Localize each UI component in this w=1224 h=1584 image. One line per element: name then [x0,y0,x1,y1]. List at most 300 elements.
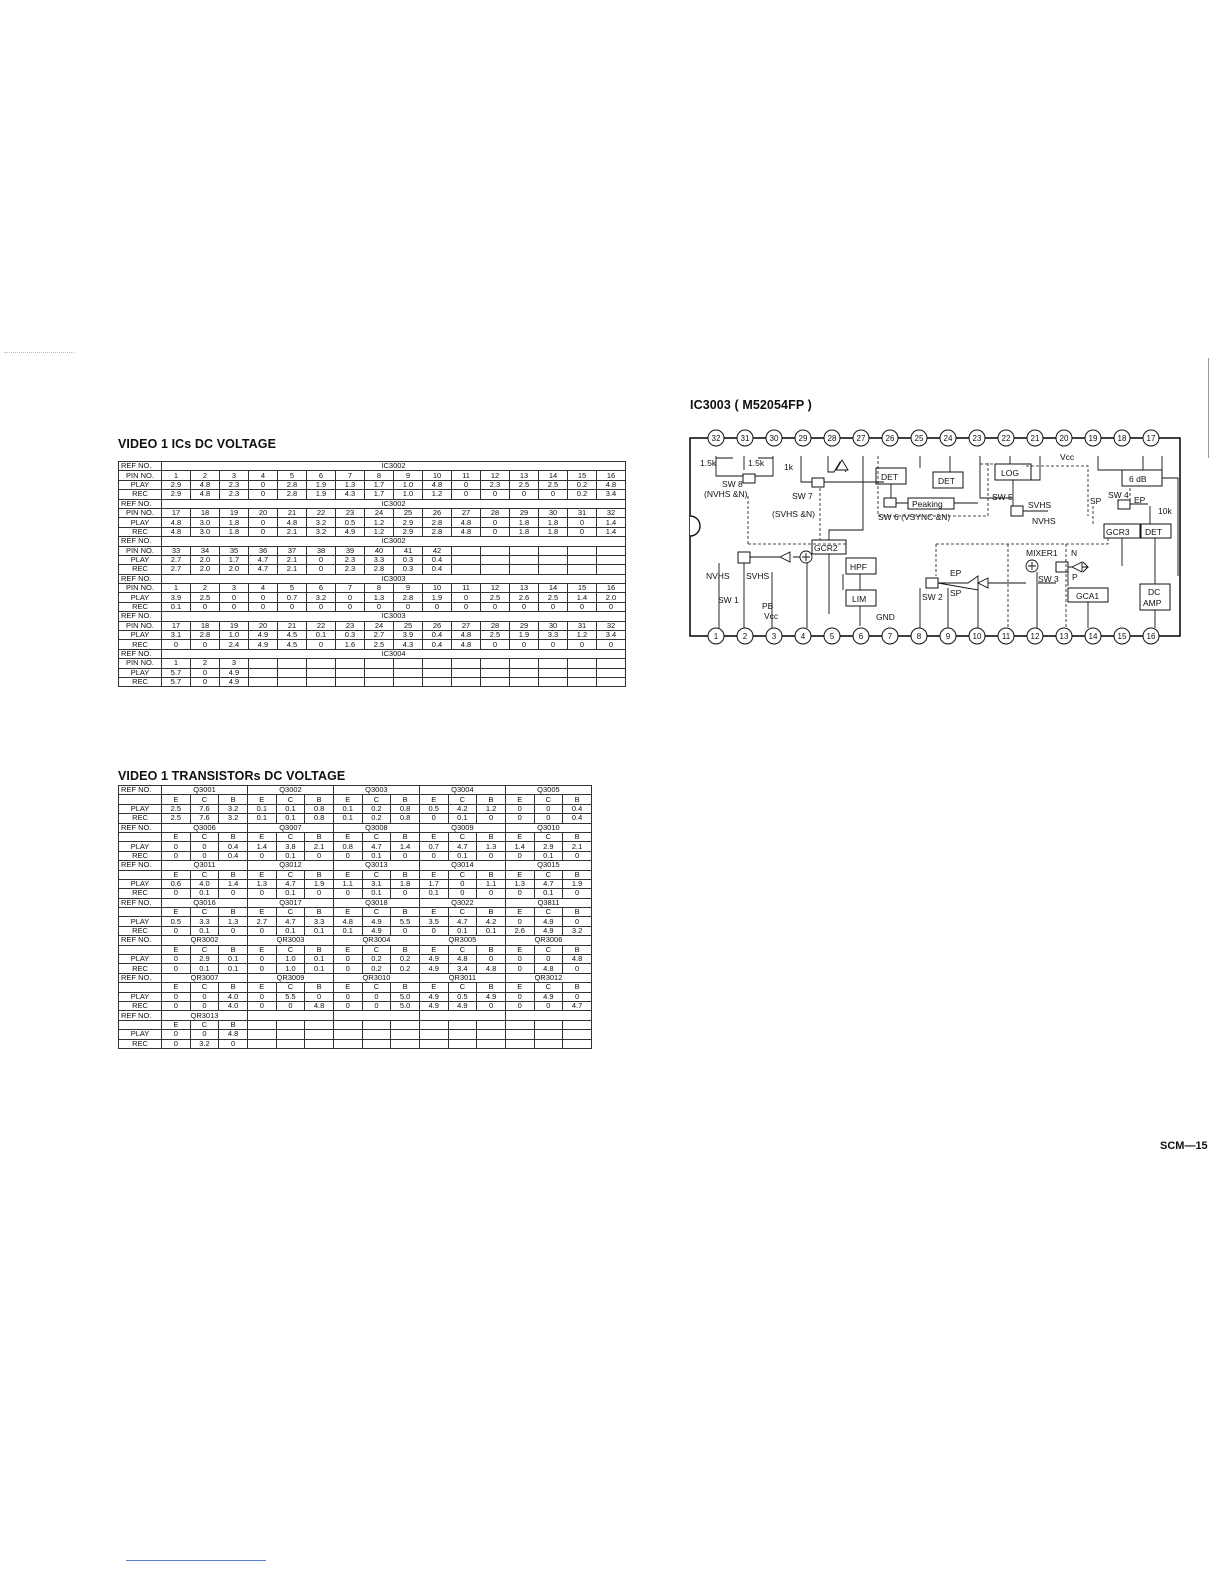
table-cell: 2.5 [162,814,191,823]
table-cell: 0.4 [423,640,452,649]
pin-number: 26 [885,434,895,443]
table-cell: 4.9 [419,992,448,1001]
table-cell: 4.0 [219,992,248,1001]
table-cell: 0 [162,992,191,1001]
transistor-ref: QR3011 [419,973,505,982]
table-cell: 3.9 [394,631,423,640]
terminal-cell: E [333,983,362,992]
terminal-cell [305,1020,334,1029]
terminal-cell: C [448,908,477,917]
pin-number: 1 [713,632,719,641]
table-cell: 26 [423,621,452,630]
terminal-cell: C [190,795,219,804]
table-cell: 1.4 [219,879,248,888]
row-label [119,795,162,804]
transistor-ref: Q3018 [333,898,419,907]
terminal-cell: C [362,870,391,879]
table-cell: 2.9 [534,842,563,851]
table-cell: 0 [162,889,191,898]
table-cell: 0 [481,490,510,499]
table-cell: 0 [539,490,568,499]
table-cell: 21 [278,621,307,630]
table-cell [333,1030,362,1039]
row-label: PLAY [119,593,162,602]
table-cell [510,659,539,668]
table-cell: 3.2 [190,1039,219,1048]
table-cell: 1.3 [219,917,248,926]
table-cell: 7 [336,471,365,480]
table-cell: 0 [362,992,391,1001]
row-label: PIN NO. [119,471,162,480]
table-cell: 0 [448,879,477,888]
table-cell: 4.2 [477,917,506,926]
terminal-cell: C [534,983,563,992]
terminal-cell: B [563,983,592,992]
terminal-cell: C [362,983,391,992]
table-cell: 5.0 [391,1001,420,1010]
terminal-cell: B [391,983,420,992]
table-cell: 4 [249,471,278,480]
table-cell: 0 [247,926,276,935]
table-row [119,546,626,555]
ref-row [119,462,626,471]
svg-text:PB: PB [762,601,774,611]
table-cell: 0 [249,480,278,489]
table-cell: 0.2 [362,955,391,964]
table-cell: 0.2 [391,955,420,964]
table-cell: 15 [568,471,597,480]
table-cell: 3.8 [276,842,305,851]
terminal-cell: E [505,795,534,804]
transistor-ref [505,1011,591,1020]
table-cell: 4.9 [448,1001,477,1010]
transistor-ref: Q3015 [505,861,591,870]
terminal-cell: B [391,945,420,954]
table-cell: 1.0 [276,964,305,973]
table-cell: 28 [481,621,510,630]
table-cell [419,1030,448,1039]
table-row [119,992,592,1001]
table-cell [597,659,626,668]
terminal-cell: B [477,795,506,804]
table-cell: 4 [249,584,278,593]
table-row [119,955,592,964]
table-cell: 0 [162,926,191,935]
row-label: PLAY [119,668,162,677]
table-cell: 0 [247,1001,276,1010]
table-cell: 27 [452,621,481,630]
pin-number: 20 [1059,434,1069,443]
table-cell [365,677,394,686]
terminal-cell: C [534,832,563,841]
table-cell [365,668,394,677]
table-cell: 4.9 [220,668,249,677]
table-cell: 0 [505,917,534,926]
ref-row [119,898,592,907]
table-cell: 0.5 [448,992,477,1001]
ic-ref: IC3003 [162,574,626,583]
table-row [119,1039,592,1048]
table-cell: 0.8 [305,814,334,823]
table-cell: 2.5 [162,804,191,813]
table-cell: 26 [423,508,452,517]
table-cell: 2 [191,659,220,668]
table-cell: 2.0 [220,565,249,574]
table-cell: 0.1 [305,926,334,935]
table-cell: 0.1 [247,814,276,823]
table-cell: 2.7 [247,917,276,926]
table-cell: 0.1 [534,889,563,898]
table-cell: 0.4 [423,565,452,574]
table-cell: 33 [162,546,191,555]
table-cell: 0 [419,814,448,823]
table-cell: 4.8 [423,480,452,489]
sw5-switch [1011,506,1023,516]
table-cell: 4.0 [219,1001,248,1010]
table-cell [563,1039,592,1048]
pin-number: 12 [1030,632,1040,641]
table-cell: 2.5 [191,593,220,602]
table-cell [394,677,423,686]
table-cell: 3.0 [191,527,220,536]
table-cell: 4.8 [162,527,191,536]
table-cell: 21 [278,508,307,517]
table-cell: 4.9 [419,964,448,973]
table-cell: 2.1 [278,565,307,574]
table-cell: 0.5 [419,804,448,813]
table-cell: 0.2 [391,964,420,973]
table-cell: 0.5 [162,917,191,926]
terminal-cell: E [333,795,362,804]
table-cell [394,668,423,677]
table-cell [365,659,394,668]
ref-label: REF NO. [119,499,162,508]
row-label: REC [119,889,162,898]
terminal-cell [534,1020,563,1029]
table-cell: 2.1 [278,555,307,564]
table-cell: 18 [191,508,220,517]
table-row [119,917,592,926]
table-row [119,508,626,517]
table-cell: 0 [539,602,568,611]
terminal-cell: E [419,832,448,841]
table-cell: 0 [333,964,362,973]
table-cell [510,546,539,555]
table-cell [333,1039,362,1048]
transistor-ref: QR3003 [247,936,333,945]
table-cell: 0 [505,992,534,1001]
svg-text:SW 7: SW 7 [792,491,813,501]
table-cell: 2.3 [220,490,249,499]
chip-notch [690,516,700,536]
terminal-cell: B [477,870,506,879]
table-cell: 0 [563,964,592,973]
terminal-cell: E [162,1020,191,1029]
table-cell [510,555,539,564]
table-cell: 2.5 [539,593,568,602]
terminal-cell: C [190,945,219,954]
table-cell: 2.5 [481,631,510,640]
table-row [119,527,626,536]
svg-text:NVHS: NVHS [706,571,730,581]
transistor-ref: Q3022 [419,898,505,907]
terminal-cell: E [247,795,276,804]
table-row [119,480,626,489]
terminal-cell: C [534,795,563,804]
ic-voltage-table [118,461,626,687]
table-cell: 7 [336,584,365,593]
transistor-ref: QR3013 [162,1011,248,1020]
table-row [119,964,592,973]
transistor-ref: Q3011 [162,861,248,870]
table-row [119,640,626,649]
terminal-cell: B [391,908,420,917]
table-cell [510,565,539,574]
pin-number: 15 [1117,632,1127,641]
row-label: PLAY [119,955,162,964]
table-cell [539,546,568,555]
table-cell: 1.0 [394,490,423,499]
table-cell: 1 [162,471,191,480]
table-cell: 1.3 [505,879,534,888]
table-cell [597,565,626,574]
table-cell: 2.9 [162,480,191,489]
terminal-cell: C [276,832,305,841]
table-cell [249,677,278,686]
table-cell: 7.6 [190,804,219,813]
transistor-ref: Q3003 [333,786,419,795]
table-cell [452,546,481,555]
table-cell: 0 [505,1001,534,1010]
table-cell [452,555,481,564]
svg-text:(SVHS &N): (SVHS &N) [772,509,815,519]
table-cell: 0 [219,889,248,898]
table-cell [391,1030,420,1039]
transistor-ref: QR3012 [505,973,591,982]
table-cell: 0 [365,602,394,611]
table-cell [539,555,568,564]
table-cell: 3.1 [162,631,191,640]
table-cell: 1.0 [220,631,249,640]
table-cell: 19 [220,508,249,517]
table-cell: 0 [190,992,219,1001]
terminal-cell: B [391,870,420,879]
terminal-cell: B [563,908,592,917]
table-cell [391,1039,420,1048]
table-cell: 25 [394,508,423,517]
table-cell: 19 [220,621,249,630]
table-cell: 4.7 [362,842,391,851]
table-cell: 0 [448,889,477,898]
row-label: PLAY [119,917,162,926]
table-cell: 1.3 [247,879,276,888]
terminal-cell: E [505,908,534,917]
transistor-ref: Q3016 [162,898,248,907]
table-cell: 0.1 [219,955,248,964]
terminal-cell: E [333,945,362,954]
table-cell: 16 [597,471,626,480]
table-cell: 0 [362,1001,391,1010]
ref-label: REF NO. [119,936,162,945]
ecb-row [119,795,592,804]
terminal-cell: B [563,945,592,954]
table-cell [278,668,307,677]
pin-number: 27 [856,434,866,443]
svg-text:GCA1: GCA1 [1076,591,1100,601]
table-cell: 2.8 [365,565,394,574]
table-cell: 10 [423,471,452,480]
transistor-ref: QR3002 [162,936,248,945]
table-cell: 4.9 [249,640,278,649]
table-cell: 0.1 [307,631,336,640]
table-cell: 2.1 [305,842,334,851]
table-cell: 1.9 [423,593,452,602]
pin-number: 4 [800,632,806,641]
table-cell: 4.8 [219,1030,248,1039]
table-cell: 38 [307,546,336,555]
table-cell [510,668,539,677]
table-row [119,659,626,668]
table-cell: 2.9 [394,518,423,527]
table-row [119,677,626,686]
terminal-cell: C [362,795,391,804]
pin-number: 3 [771,632,777,641]
table-cell: 28 [481,508,510,517]
table-cell: 0 [510,490,539,499]
table-cell: 1.2 [477,804,506,813]
table-cell [336,668,365,677]
svg-text:SVHS: SVHS [746,571,770,581]
table-cell: 1.2 [423,490,452,499]
terminal-cell: B [219,908,248,917]
table-cell: 4.9 [362,917,391,926]
terminal-cell [391,1020,420,1029]
table-cell: 2.1 [563,842,592,851]
ref-row [119,537,626,546]
table-row [119,879,592,888]
table-cell: 31 [568,621,597,630]
table-cell: 22 [307,508,336,517]
svg-text:AMP: AMP [1143,598,1162,608]
svg-text:LOG: LOG [1001,468,1019,478]
table-cell [597,677,626,686]
table-cell: 4.8 [452,527,481,536]
transistor-ref: Q3014 [419,861,505,870]
ref-row [119,823,592,832]
table-cell: 1.9 [307,480,336,489]
row-label: PLAY [119,842,162,851]
transistor-ref: QR3009 [247,973,333,982]
table-cell [505,1039,534,1048]
table-cell: 1 [162,659,191,668]
table-cell: 0 [249,527,278,536]
table-cell: 0 [477,851,506,860]
table-cell [510,677,539,686]
terminal-cell: B [219,870,248,879]
svg-text:Vcc: Vcc [764,611,779,621]
amp-triangle-left [780,552,790,562]
table-cell: 2 [191,471,220,480]
table-cell: 0.1 [305,964,334,973]
svg-text:6 dB: 6 dB [1129,474,1147,484]
row-label [119,1020,162,1029]
table-cell: 3 [220,471,249,480]
table-cell: 5 [278,584,307,593]
table-cell [568,555,597,564]
ecb-row [119,983,592,992]
table-cell: 4.9 [419,955,448,964]
table-cell: 0 [597,602,626,611]
svg-text:EP: EP [950,568,962,578]
table-cell: 0 [247,964,276,973]
table-cell: 4.7 [448,917,477,926]
row-label: PLAY [119,555,162,564]
table-cell: 3.2 [219,804,248,813]
table-cell: 0 [481,527,510,536]
table-cell: 0.1 [448,926,477,935]
ref-label: REF NO. [119,898,162,907]
table-cell: 2.5 [539,480,568,489]
terminal-cell: E [162,795,191,804]
terminal-cell: B [477,832,506,841]
terminal-cell: C [190,908,219,917]
table-cell: 2.8 [278,480,307,489]
transistor-ref [247,1011,333,1020]
table-cell: 2.3 [220,480,249,489]
terminal-cell [362,1020,391,1029]
pin-number: 14 [1088,632,1098,641]
table-cell: 0 [481,640,510,649]
table-cell: 1.8 [539,527,568,536]
table-cell: 0 [162,640,191,649]
transistor-ref: Q3013 [333,861,419,870]
table-cell: 0 [481,518,510,527]
table-cell: 0.2 [362,804,391,813]
terminal-cell: E [247,983,276,992]
terminal-cell [505,1020,534,1029]
table-cell: 0 [249,518,278,527]
table-cell: 0.1 [276,889,305,898]
ref-row [119,936,592,945]
table-cell: 2.3 [336,565,365,574]
table-cell: 1.7 [365,480,394,489]
table-cell: 0 [220,593,249,602]
ref-label: REF NO. [119,861,162,870]
table-cell [568,659,597,668]
table-cell: 0.1 [477,926,506,935]
table-cell [362,1030,391,1039]
table-cell: 0 [505,889,534,898]
row-label: PLAY [119,518,162,527]
terminal-cell: B [219,945,248,954]
table-cell [539,668,568,677]
table-cell [481,659,510,668]
pin-number: 9 [945,632,951,641]
svg-text:1.5k: 1.5k [700,458,717,468]
row-label: PLAY [119,992,162,1001]
terminal-cell: C [190,1020,219,1029]
table-cell: 13 [510,471,539,480]
svg-text:SW 2: SW 2 [922,592,943,602]
svg-text:SW 1: SW 1 [718,595,739,605]
terminal-cell: C [276,983,305,992]
table-row [119,518,626,527]
table-cell: 17 [162,621,191,630]
pin-number: 7 [887,632,893,641]
table-cell: 3.2 [307,518,336,527]
terminal-cell: B [305,983,334,992]
table-cell: 37 [278,546,307,555]
